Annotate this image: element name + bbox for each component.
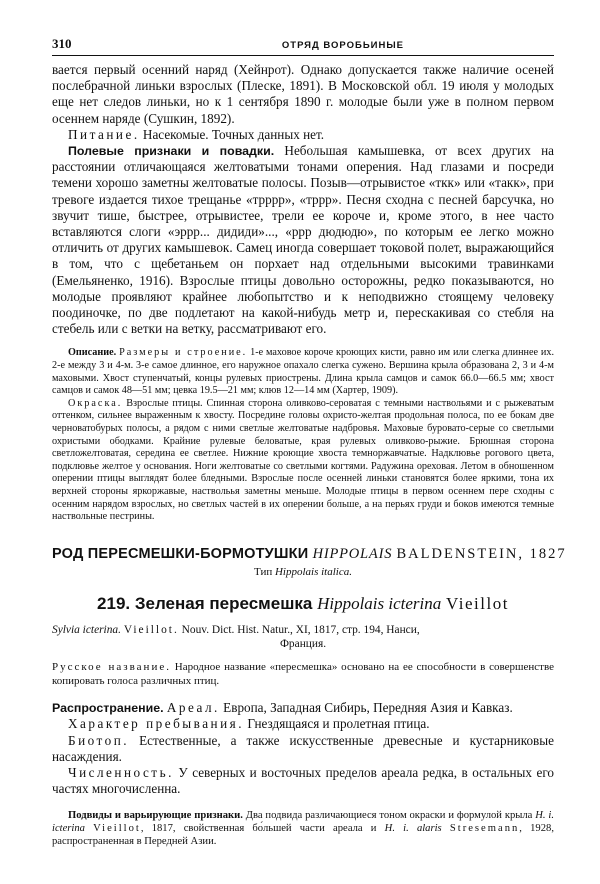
sizes-text: 1-е маховое короче кроющих кисти, равно им или слегка длиннее их. 2-е между 3 и 4-м. 3-е самое длинное, его наружное опахало слегка сужено. Вершина крыла образована 2, 3 и 4-м маховыми. Хвост ступенчатый, концы рулевых приострены. Длина крыла самцов и самок 66.0—66.5 мм; хвост самцов и самок 48—51 мм; цевка 19.5—21 мм; клюв 12—14 мм (Хартер, 1909). xyxy=(52,347,554,397)
area-paragraph xyxy=(52,700,554,716)
subspecies-author-1: Vieillot xyxy=(93,823,141,835)
russian-name-note xyxy=(52,661,554,688)
subspecies-taxon-1: H. i. icterina xyxy=(52,810,554,835)
genus-author: BALDENSTEIN, 1827 xyxy=(396,545,567,562)
subspecies-section xyxy=(52,809,554,848)
document-page xyxy=(52,36,567,848)
page-header xyxy=(52,36,554,56)
subspecies-taxon-2: H. i. alaris xyxy=(384,823,442,835)
numbers-label: Численность. xyxy=(68,764,174,780)
type-species: Hippolais italica. xyxy=(274,565,352,578)
genus-heading xyxy=(52,545,567,563)
distribution-section xyxy=(52,700,554,797)
synonym-citation xyxy=(52,624,554,652)
numbers-paragraph xyxy=(52,765,554,797)
coloration-label: Окраска. xyxy=(68,397,123,409)
russian-name-text: Народное название «пересмешка» основано на ее способности в совершенстве копировать голоса различных птиц. xyxy=(52,661,554,687)
intro-section xyxy=(52,62,554,337)
genus-latin: HIPPOLAIS xyxy=(312,545,393,562)
stay-text: Гнездящаяся и пролетная птица. xyxy=(244,716,430,732)
biotope-paragraph xyxy=(52,733,554,765)
type-label: Тип xyxy=(254,565,273,578)
synonym-text: Nouv. Dict. Hist. Natur., XI, 1817, стр. 194, Нанси, xyxy=(178,623,420,636)
field-marks-paragraph xyxy=(52,143,554,337)
synonym-country: Франция. xyxy=(279,637,327,650)
food-label: Питание. xyxy=(68,126,140,142)
numbers-text: У северных и восточных пределов ареала редка, в остальных его частях многочисленна. xyxy=(52,764,554,797)
species-author: Vieillot xyxy=(446,593,509,613)
field-marks-text: Небольшая камышевка, от всех других на расстоянии отличающаяся желтоватыми тонами оперения. Над глазами и посреди темени хорошо заметны желтоватые полосы. Позыв—отрывистое «ткк» или «такк», при тревоге издается тихое трещанье «трррр», «тррр». Песня сходна с песней барсучка, но звучит тише, быстрее, отрывистее, трели ее короче и, кроме этого, в нее часто вставляются слоги «эррр... дидиди»..., «ррр дюдюдю», по которым ее легко можно отличить от других камышевок. Самец иногда совершает токовой полет, выражающийся в том, что с щебетаньем он порхает над отдельными высокими травинками (Емельяненко, 1916). Взрослые птицы довольно осторожны, редко показываются, но молодые проявляют крайнее любопытство и к неподвижно стоящему человеку поодиночке, по две подлетают на какой-нибудь метр и, перескакивая со стебля на стебель или с ветки на ветку, рассматривают его. xyxy=(52,143,554,337)
distribution-label: Распространение. xyxy=(52,701,164,716)
area-label: Ареал. xyxy=(166,700,220,716)
genus-name: РОД ПЕРЕСМЕШКИ-БОРМОТУШКИ xyxy=(52,545,309,562)
species-heading xyxy=(52,594,554,614)
biotope-label: Биотоп. xyxy=(68,732,130,748)
sizes-paragraph xyxy=(52,347,554,397)
field-marks-label: Полевые признаки и повадки. xyxy=(68,144,275,159)
coloration-paragraph xyxy=(52,398,554,524)
food-paragraph xyxy=(52,127,554,143)
description-label: Описание. xyxy=(68,347,117,359)
stay-paragraph xyxy=(52,716,554,732)
stay-label: Характер пребывания. xyxy=(68,716,245,732)
subspecies-author-2: Stresemann xyxy=(449,823,520,835)
subspecies-paragraph xyxy=(52,809,554,848)
synonym-author: Vieillot. xyxy=(123,623,179,636)
biotope-text: Естественные, а также искусственные древесные и кустарниковые насаждения. xyxy=(52,732,554,764)
coloration-text: Взрослые птицы. Спинная сторона оливково-сероватая с темными наствольями и с рыжеватым оттенком, сильнее выраженным к хвосту. Посредине головы охристо-желтая продольная полоса, по ее бокам две черноватобурых полосы, а рядом с ними светлые желтоватые надбровья. Маховые буровато-серые со светлыми охристыми ободками. Крайние рулевые беловатые, края рулевых оливково-рыжие. Брюшная сторона светложелтоватая, середина ее светлее. Нижние кроющие хвоста темноржавчатые. Надклювье рогового цвета, подклювье желтое у основания. Ноги желтоватые со светлыми когтями. Радужина ореховая. Летом в обношенном оперении птицы выглядят более бледными. Взрослые после осенней линьки становятся более яркими, тона их верхней стороны яркоржавые, наствольья заметны меньше. Молодые птицы в первом осеннем пере сходны с осенним нарядом взрослых, но светлых частей в их оперении больше, а на перьях груди и боков имеются темные наствольные пестрины. xyxy=(52,397,554,523)
species-name: Зеленая пересмешка xyxy=(134,593,313,613)
food-text: Насекомые. Точных данных нет. xyxy=(139,126,325,142)
molt-paragraph: вается первый осенний наряд (Хейнрот). Однако допускается также наличие осеней послебрачной линьки взрослых (Плеске, 1891). В Московской обл. 19 июля у молодых еще нет следов линьки, но к 1 сентября 1890 г. молодые были уже в полном первом осеннем наряде (Сушкин, 1892). xyxy=(52,62,554,126)
subspecies-text-1: Два подвида различающиеся тоном окраски и формулой крыла xyxy=(242,810,536,822)
page-number: 310 xyxy=(52,36,72,51)
genus-type-line xyxy=(52,566,554,578)
species-latin: Hippolais icterina xyxy=(317,593,442,613)
subspecies-text-3: , 1928, распространенная в Передней Азии. xyxy=(52,823,554,848)
russian-name-label: Русское название. xyxy=(52,661,171,674)
description-section xyxy=(52,347,554,523)
subspecies-label: Подвиды и варьирующие признаки. xyxy=(68,810,243,822)
running-head: ОТРЯД ВОРОБЬИНЫЕ xyxy=(281,40,404,51)
sizes-label: Размеры и строение. xyxy=(119,347,248,359)
subspecies-text-2: , 1817, свойственная бо́льшей части ареала и xyxy=(140,823,385,835)
area-text: Европа, Западная Сибирь, Передняя Азия и Кавказ. xyxy=(219,700,513,716)
synonym-latin: Sylvia icterina. xyxy=(52,623,121,636)
species-number: 219. xyxy=(97,593,131,613)
